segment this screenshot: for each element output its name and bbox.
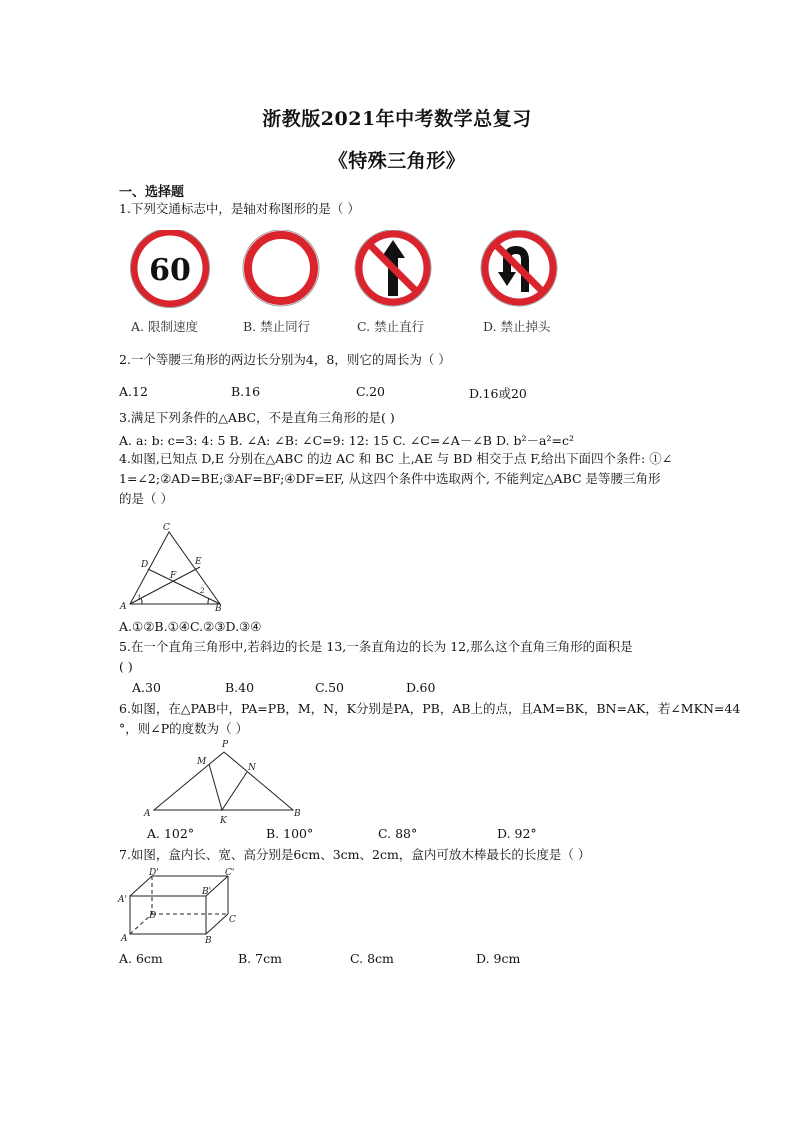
fig7-label-d: D	[149, 911, 157, 921]
sign-a-number: 60	[149, 253, 191, 288]
page-title: 浙教版2021年中考数学总复习	[262, 108, 532, 130]
q7-option-b: B. 7cm	[238, 951, 282, 966]
fig7-label-c1: C'	[225, 868, 235, 878]
question-3-text: 3.满足下列条件的△ABC，不是直角三角形的是( )	[119, 410, 395, 425]
fig7-label-a1: A'	[118, 895, 127, 905]
q5-option-d: D.60	[406, 680, 436, 695]
q7-option-d: D. 9cm	[476, 951, 521, 966]
question-5-line1: 5.在一个直角三角形中,若斜边的长是 13,一条直角边的长为 12,那么这个直角三角形的面积是	[119, 639, 633, 654]
question-1-text: 1.下列交通标志中，是轴对称图形的是（ ）	[119, 201, 360, 216]
q2-option-c: C.20	[356, 384, 385, 399]
q7-option-c: C. 8cm	[350, 951, 394, 966]
question-2-text: 2.一个等腰三角形的两边长分别为4，8，则它的周长为（ ）	[119, 352, 451, 367]
sign-caption-a: A. 限制速度	[131, 319, 198, 334]
fig4-label-a: A	[120, 602, 127, 612]
traffic-signs	[128, 230, 578, 310]
fig6-label-n: N	[248, 763, 256, 773]
question-4-line2: 1=∠2;②AD=BE;③AF=BF;④DF=EF, 从这四个条件中选取两个, 不能判定△ABC 是等腰三角形	[119, 471, 661, 486]
section-heading: 一、选择题	[119, 185, 185, 200]
question-6-line1: 6.如图，在△PAB中，PA=PB，M，N，K分别是PA，PB，AB上的点，且AM=BK，BN=AK，若∠MKN=44	[119, 701, 741, 716]
q6-option-c: C. 88°	[378, 826, 418, 841]
fig7-label-c: C	[229, 915, 236, 925]
fig4-label-e: E	[195, 557, 202, 567]
q6-option-a: A. 102°	[147, 826, 195, 841]
no-straight-sign-icon	[355, 230, 431, 306]
q4-options: A.①②B.①④C.②③D.③④	[119, 619, 262, 634]
page-subtitle: 《特殊三角形》	[328, 150, 466, 172]
question-4-line3: 的是（ ）	[119, 491, 173, 506]
fig6-label-a: A	[144, 809, 151, 819]
question-6-line2: °，则∠P的度数为（ ）	[119, 721, 249, 736]
question-4-line1: 4.如图,已知点 D,E 分别在△ABC 的边 AC 和 BC 上,AE 与 BD 相交于点 F,给出下面四个条件: ①∠	[119, 451, 673, 466]
fig6-label-p: P	[222, 740, 229, 750]
sign-caption-c: C. 禁止直行	[357, 319, 425, 334]
fig7-label-b1: B'	[202, 887, 212, 897]
fig4-angle-1: 1	[137, 594, 142, 602]
q5-option-b: B.40	[225, 680, 255, 695]
q7-option-a: A. 6cm	[119, 951, 163, 966]
fig6-label-b: B	[294, 809, 301, 819]
q2-option-a: A.12	[119, 384, 148, 399]
q2-option-b: B.16	[231, 384, 261, 399]
fig7-label-b: B	[205, 936, 212, 944]
sign-caption-d: D. 禁止掉头	[483, 319, 551, 334]
q6-option-b: B. 100°	[266, 826, 314, 841]
no-passing-sign-icon	[243, 230, 319, 306]
fig7-label-d1: D'	[149, 868, 159, 878]
q5-option-c: C.50	[315, 680, 344, 695]
triangle-pab-figure	[138, 736, 308, 826]
triangle-abc-figure	[116, 520, 226, 612]
q5-option-a: A.30	[132, 680, 161, 695]
fig4-angle-2: 2	[200, 587, 205, 595]
fig4-label-f: F	[170, 571, 177, 581]
fig6-label-m: M	[197, 757, 207, 767]
box-figure	[116, 866, 248, 944]
fig6-label-k: K	[220, 816, 227, 826]
fig4-label-b: B	[215, 604, 222, 612]
fig7-label-a: A	[121, 934, 128, 944]
q6-option-d: D. 92°	[497, 826, 537, 841]
speed-limit-sign-icon	[131, 230, 210, 308]
q3-options: A. a: b: c=3: 4: 5 B. ∠A: ∠B: ∠C=9: 12: 15 C. ∠C=∠A－∠B D. b²－a²=c²	[119, 433, 574, 448]
sign-caption-b: B. 禁止同行	[243, 319, 311, 334]
fig4-label-c: C	[163, 523, 170, 533]
q2-option-d: D.16或20	[469, 386, 527, 401]
fig4-label-d: D	[141, 560, 149, 570]
question-5-line2: ( )	[119, 659, 133, 674]
question-7-text: 7.如图，盒内长、宽、高分别是6cm、3cm、2cm，盒内可放木棒最长的长度是（ ）	[119, 847, 591, 862]
no-u-turn-sign-icon	[481, 230, 557, 306]
